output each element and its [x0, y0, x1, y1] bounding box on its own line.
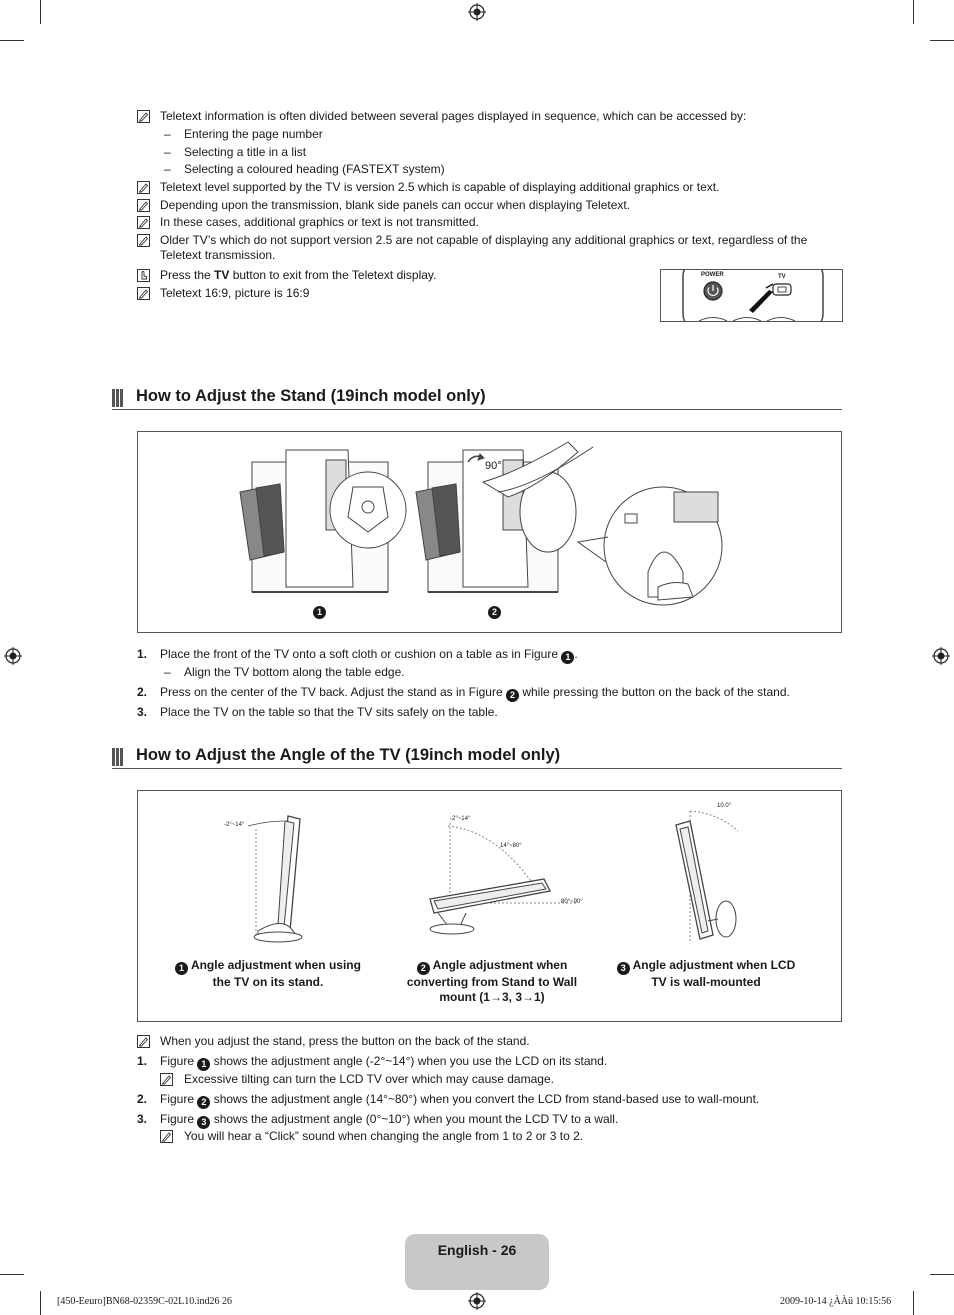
slug-right: 2009-10-14 ¿ÀÀü 10:15:56: [780, 1296, 892, 1307]
note-icon: [137, 199, 150, 212]
teletext-note: Teletext level supported by the TV is version 2.5 which is capable of displaying additional graphics or text.: [160, 180, 720, 194]
dash: –: [164, 127, 171, 141]
teletext-exit-note: [160, 268, 436, 283]
exit-text-post: button to exit from the Teletext display.: [229, 268, 437, 282]
angle-illustrations: [138, 791, 841, 951]
heading-bar: [112, 748, 124, 766]
step-text: Figure: [160, 1054, 198, 1068]
angle-figure-3-drawing: [676, 811, 738, 941]
note-icon: [137, 181, 150, 194]
teletext-intro: Teletext information is often divided between several pages displayed in sequence, which can be accessed by:: [160, 109, 747, 123]
access-item: Entering the page number: [184, 127, 323, 141]
angle-label-3: 10.0°: [717, 803, 732, 809]
note-icon: [137, 234, 150, 247]
angle-subnote: You will hear a “Click” sound when changing the angle from 1 to 2 or 3 to 2.: [184, 1129, 584, 1143]
angle-step: [160, 1112, 618, 1129]
step-text-end: shows the adjustment angle (-2°~14°) when you use the LCD on its stand.: [210, 1054, 608, 1068]
step-number: 3.: [137, 705, 148, 719]
angle-caption-3: [608, 958, 804, 990]
stand-step: [160, 685, 790, 702]
exit-text-pre: Press the: [160, 268, 215, 282]
dash: –: [164, 145, 171, 159]
angle-label-1: -2°~14°: [224, 822, 245, 828]
step-text: Place the front of the TV onto a soft cloth or cushion on a table as in Figure: [160, 647, 562, 661]
stand-sub-item: Align the TV bottom along the table edge.: [184, 665, 405, 679]
step-number: 1.: [137, 1054, 148, 1068]
section-heading-stand: [112, 385, 842, 410]
teletext-ratio-note: Teletext 16:9, picture is 16:9: [160, 286, 310, 300]
angle-figure-box: [137, 790, 842, 1022]
stand-step: Place the TV on the table so that the TV sits safely on the table.: [160, 705, 498, 719]
registration-mark-icon: [468, 1292, 486, 1310]
page-label: English - 26: [437, 1242, 517, 1258]
teletext-note: In these cases, additional graphics or text is not transmitted.: [160, 215, 479, 229]
figure-badge: 1: [197, 1058, 210, 1071]
figure-number-2: [488, 600, 501, 619]
step-number: 3.: [137, 1112, 148, 1126]
figure-badge: 2: [197, 1096, 210, 1109]
registration-mark-icon: [932, 647, 950, 665]
dash: –: [164, 162, 171, 176]
angle-subnote: Excessive tilting can turn the LCD TV over which may cause damage.: [184, 1072, 554, 1086]
stand-heading: How to Adjust the Stand (19inch model only): [136, 387, 486, 405]
crop-mark: [913, 1291, 914, 1315]
step-text-end: .: [574, 647, 578, 661]
crop-mark: [0, 1274, 24, 1275]
teletext-note: Depending upon the transmission, blank side panels can occur when displaying Teletext.: [160, 198, 631, 212]
figure-badge: 2: [488, 606, 501, 619]
crop-mark: [930, 40, 954, 41]
figure-number-1: [313, 600, 326, 619]
access-item: Selecting a title in a list: [184, 145, 307, 159]
figure-2-drawing: [416, 442, 593, 592]
angle-heading: How to Adjust the Angle of the TV (19inch model only): [136, 746, 561, 764]
angle-note: When you adjust the stand, press the button on the back of the stand.: [160, 1034, 530, 1048]
caption-text: Angle adjustment when using the TV on its stand.: [190, 958, 361, 989]
figure-badge: 2: [417, 962, 430, 975]
angle-caption-1: [168, 958, 368, 990]
angle-label-2a: -2°~14°: [450, 816, 471, 822]
section-heading-angle: [112, 744, 842, 769]
figure-badge: 1: [175, 962, 188, 975]
note-icon: [137, 287, 150, 300]
angle-label-2c: 80°~90°: [561, 899, 583, 905]
step-number: 2.: [137, 685, 148, 699]
figure-badge: 1: [313, 606, 326, 619]
tv-label: TV: [778, 274, 786, 280]
crop-mark: [40, 1291, 41, 1315]
angle-step: [160, 1092, 759, 1109]
step-text-end: while pressing the button on the back of the stand.: [518, 685, 790, 699]
note-icon: [137, 216, 150, 229]
note-icon: [160, 1130, 173, 1143]
page-number-tab: [405, 1234, 549, 1290]
figure-angle-label: 90°: [485, 460, 502, 472]
note-icon: [160, 1073, 173, 1086]
crop-mark: [930, 1274, 954, 1275]
step-text: Figure: [160, 1112, 198, 1126]
teletext-note: Older TV’s which do not support version 2.5 are not capable of displaying any additional graphics or text, regardless of the Teletext transmission.: [160, 233, 808, 262]
crop-mark: [913, 0, 914, 24]
figure-badge: 3: [197, 1116, 210, 1129]
tv-key-label: TV: [214, 268, 230, 282]
note-icon: [137, 110, 150, 123]
caption-text: Angle adjustment when converting from Stand to Wall mount (1→3, 3→1): [406, 958, 578, 1004]
dash: –: [164, 665, 171, 679]
step-text: Press on the center of the TV back. Adjust the stand as in Figure: [160, 685, 506, 699]
angle-step: [160, 1054, 607, 1071]
angle-figure-2-drawing: [430, 823, 578, 934]
power-label: POWER: [701, 272, 724, 278]
access-item: Selecting a coloured heading (FASTEXT system): [184, 162, 445, 176]
angle-figure-1-drawing: [248, 816, 302, 942]
step-text-end: shows the adjustment angle (0°~10°) when you mount the LCD TV to a wall.: [210, 1112, 619, 1126]
crop-mark: [0, 40, 24, 41]
step-number: 1.: [137, 647, 148, 661]
angle-caption-2: [400, 958, 584, 1005]
registration-mark-icon: [4, 647, 22, 665]
heading-bar: [112, 389, 124, 407]
stand-step: [160, 647, 578, 664]
slug-left: [450-Eeuro]BN68-02359C-02L10.ind26 26: [57, 1296, 232, 1307]
remote-control-icon: [661, 270, 842, 321]
figure-badge: 2: [506, 689, 519, 702]
angle-label-2b: 14°~80°: [500, 843, 522, 849]
step-text-end: shows the adjustment angle (14°~80°) when you convert the LCD from stand-based use to wall-mount.: [210, 1092, 760, 1106]
hand-press-icon: [137, 269, 150, 282]
crop-mark: [40, 0, 41, 24]
step-text: Figure: [160, 1092, 198, 1106]
caption-text: Angle adjustment when LCD TV is wall-mounted: [632, 958, 796, 989]
note-icon: [137, 1035, 150, 1048]
remote-illustration: [660, 269, 843, 322]
step-number: 2.: [137, 1092, 148, 1106]
figure-badge: 3: [617, 962, 630, 975]
registration-mark-icon: [468, 3, 486, 21]
stand-figure-box: [137, 431, 842, 633]
figure-detail-drawing: [578, 487, 722, 605]
figure-1-drawing: [240, 450, 406, 592]
figure-badge: 1: [561, 651, 574, 664]
